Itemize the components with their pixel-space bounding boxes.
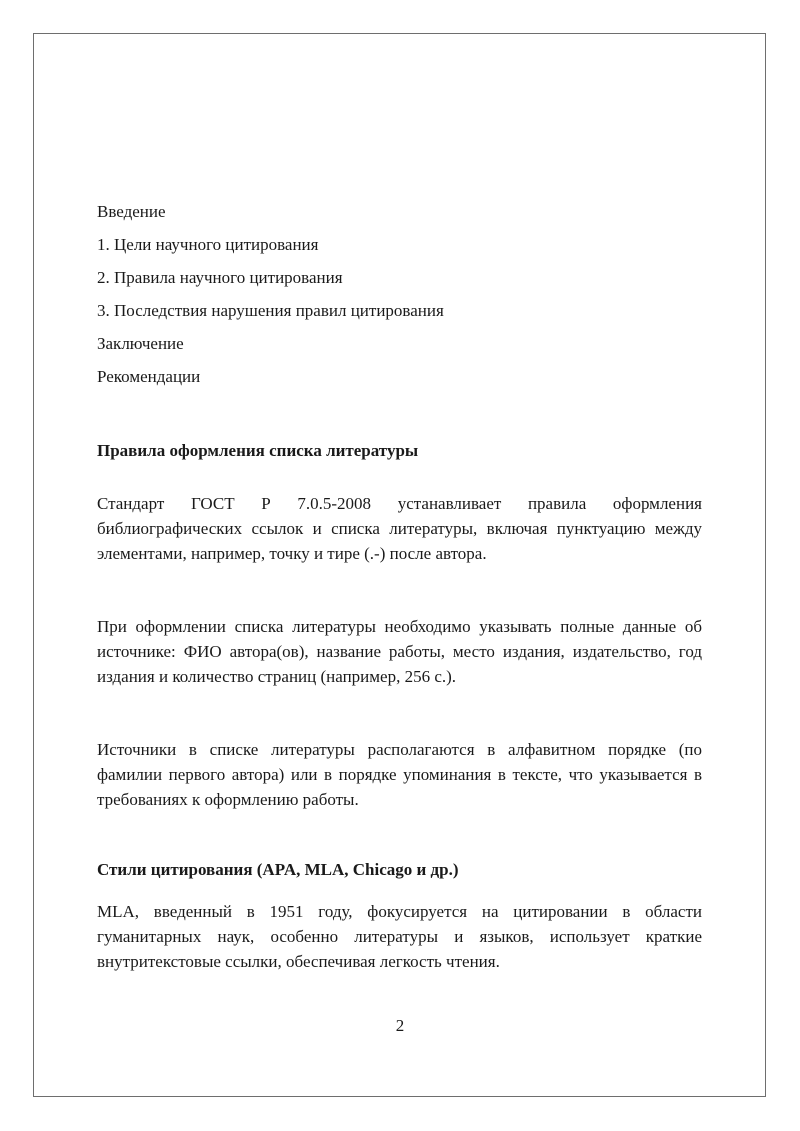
toc-item-3: 3. Последствия нарушения правил цитирования: [97, 301, 444, 320]
toc-item-conclusion: Заключение: [97, 334, 184, 353]
table-of-contents: [97, 200, 702, 389]
toc-item-introduction: Введение: [97, 202, 166, 221]
page-number: 2: [395, 1016, 405, 1035]
toc-item-1: 1. Цели научного цитирования: [97, 235, 319, 254]
paragraph: При оформлении списка литературы необходимо указывать полные данные об источнике: ФИО автора(ов), название работы, место издания, издательство, год издания и количество страниц (например, 256 с.).: [97, 617, 702, 686]
paragraph: Источники в списке литературы располагаются в алфавитном порядке (по фамилии первого автора) или в порядке упоминания в тексте, что указывается в требованиях к оформлению работы.: [97, 740, 702, 809]
paragraph: MLA, введенный в 1951 году, фокусируется на цитировании в области гуманитарных наук, особенно литературы и языков, использует краткие внутритекстовые ссылки, обеспечивая легкость чтения.: [97, 902, 702, 971]
paragraph: Стандарт ГОСТ Р 7.0.5-2008 устанавливает правила оформления библиографических ссылок и списка литературы, включая пунктуацию между элементами, например, точку и тире (.-) после автора.: [97, 494, 702, 563]
section-heading-bibliography: Правила оформления списка литературы: [97, 441, 419, 460]
toc-item-2: 2. Правила научного цитирования: [97, 268, 343, 287]
section-heading-citation-styles: Стили цитирования (APA, MLA, Chicago и др.): [97, 860, 459, 879]
toc-item-recommendations: Рекомендации: [97, 367, 201, 386]
page-content: [97, 200, 702, 974]
